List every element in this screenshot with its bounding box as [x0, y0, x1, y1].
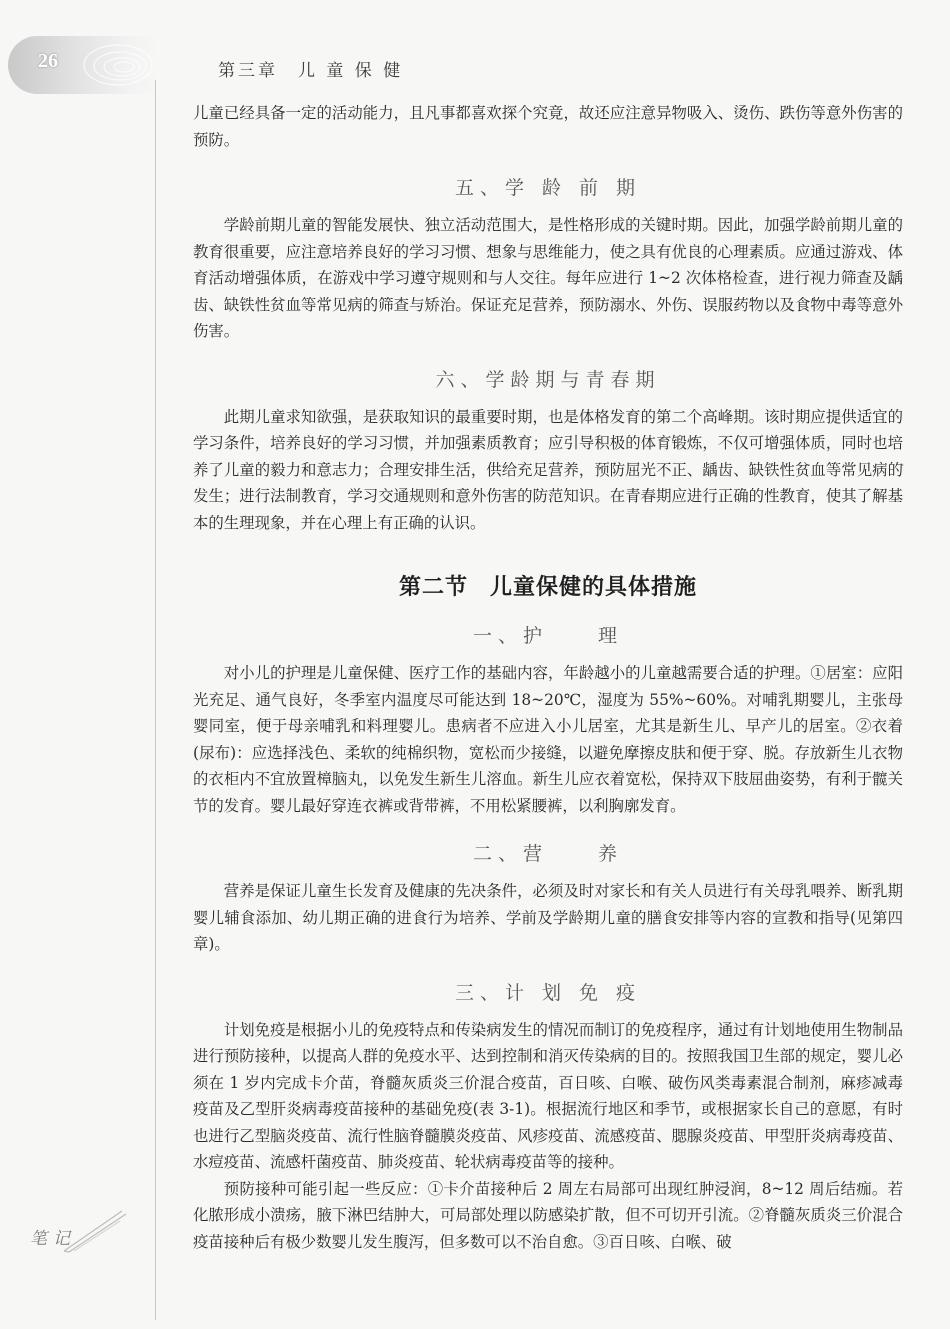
- margin-rule: [155, 80, 156, 1320]
- body-paragraph: 计划免疫是根据小儿的免疫特点和传染病发生的情况而制订的免疫程序，通过有计划地使用生物制品进行预防接种，以提高人群的免疫水平、达到控制和消灭传染病的目的。按照我国卫生部的规定，婴儿必须在 1 岁内完成卡介苗，脊髓灰质炎三价混合疫苗，百日咳、白喉、破伤风类毒素混合制剂，麻疹减毒疫苗及乙型肝炎病毒疫苗接种的基础免疫(表 3-1)。根据流行地区和季节，或根据家长自己的意愿，有时也进行乙型脑炎疫苗、流行性脑脊髓膜炎疫苗、风疹疫苗、流感疫苗、腮腺炎疫苗、甲型肝炎病毒疫苗、水痘疫苗、流感杆菌疫苗、肺炎疫苗、轮状病毒疫苗等的接种。: [193, 1020, 903, 1171]
- body-paragraph: 对小儿的护理是儿童保健、医疗工作的基础内容，年龄越小的儿童越需要合适的护理。①居室：应阳光充足、通气良好，冬季室内温度尽可能达到 18~20℃，湿度为 55%~60%。对哺乳期婴儿，主张母婴同室，便于母亲哺乳和料理婴儿。患病者不应进入小儿居室，尤其是新生儿、早产儿的居室。②衣着(尿布)：应选择浅色、柔软的纯棉织物，宽松而少接缝，以避免摩擦皮肤和便于穿、脱。存放新生儿衣物的衣柜内不宜放置樟脑丸，以免发生新生儿溶血。新生儿应衣着宽松，保持双下肢屈曲姿势，有利于髋关节的发育。婴儿最好穿连衣裤或背带裤，不用松紧腰裤，以利胸廓发育。: [193, 664, 903, 815]
- page-body-text: [193, 100, 903, 1255]
- subsection-heading: 三、计 划 免 疫: [454, 981, 642, 1004]
- body-paragraph: 此期儿童求知欲强，是获取知识的最重要时期，也是体格发育的第二个高峰期。该时期应提供适宜的学习条件，培养良好的学习习惯，并加强素质教育；应引导积极的体育锻炼，不仅可增强体质，同时也培养了儿童的毅力和意志力；合理安排生活，供给充足营养，预防屈光不正、龋齿、缺铁性贫血等常见病的发生；进行法制教育，学习交通规则和意外伤害的防范知识。在青春期应进行正确的性教育，使其了解基本的生理现象，并在心理上有正确的认识。: [193, 407, 903, 532]
- subsection-heading: 五、学 龄 前 期: [454, 177, 642, 199]
- page-number-badge: [8, 36, 158, 94]
- body-paragraph: 学龄前期儿童的智能发展快、独立活动范围大，是性格形成的关键时期。因此，加强学龄前期儿童的教育很重要，应注意培养良好的学习习惯、想象与思维能力，使之具有优良的心理素质。应通过游戏、体育活动增强体质，在游戏中学习遵守规则和与人交往。每年应进行 1~2 次体格检查，进行视力筛查及龋齿、缺铁性贫血等常见病的筛查与矫治。保证充足营养，预防溺水、外伤、误服药物以及食物中毒等意外伤害。: [193, 216, 903, 340]
- body-paragraph: 营养是保证儿童生长发育及健康的先决条件，必须及时对家长和有关人员进行有关母乳喂养、断乳期婴儿辅食添加、幼儿期正确的进食行为培养、学前及学龄期儿童的膳食安排等内容的宣教和指导(见第四章)。: [193, 882, 903, 953]
- section-number: 第二节: [398, 575, 468, 600]
- subsection-heading: 一、护 理: [472, 625, 623, 647]
- body-paragraph: 预防接种可能引起一些反应：①卡介苗接种后 2 周左右局部可出现红肿浸润，8~12 周后结痂。若化脓形成小溃疡，腋下淋巴结肿大，可局部处理以防感染扩散，但不可切开引流。②脊髓灰质炎三价混合疫苗接种后有极少数婴儿发生腹泻，但多数可以不治自愈。③百日咳、白喉、破: [193, 1179, 903, 1251]
- notes-margin-label: 笔记: [30, 1229, 76, 1249]
- swirl-ornament-icon: [48, 39, 158, 91]
- edge-mark: 、: [899, 454, 912, 468]
- running-head-chapter-title: 第三章 儿 童 保 健: [218, 61, 404, 81]
- body-paragraph: 儿童已经具备一定的活动能力，且凡事都喜欢探个究竟，故还应注意异物吸入、烫伤、跌伤等意外伤害的预防。: [193, 104, 903, 149]
- page-number: 26: [38, 50, 58, 72]
- subsection-heading: 二、营 养: [472, 843, 623, 865]
- section-title: 儿童保健的具体措施: [490, 575, 698, 600]
- section-heading: [193, 570, 903, 601]
- subsection-heading: 六、学龄期与青春期: [435, 368, 661, 391]
